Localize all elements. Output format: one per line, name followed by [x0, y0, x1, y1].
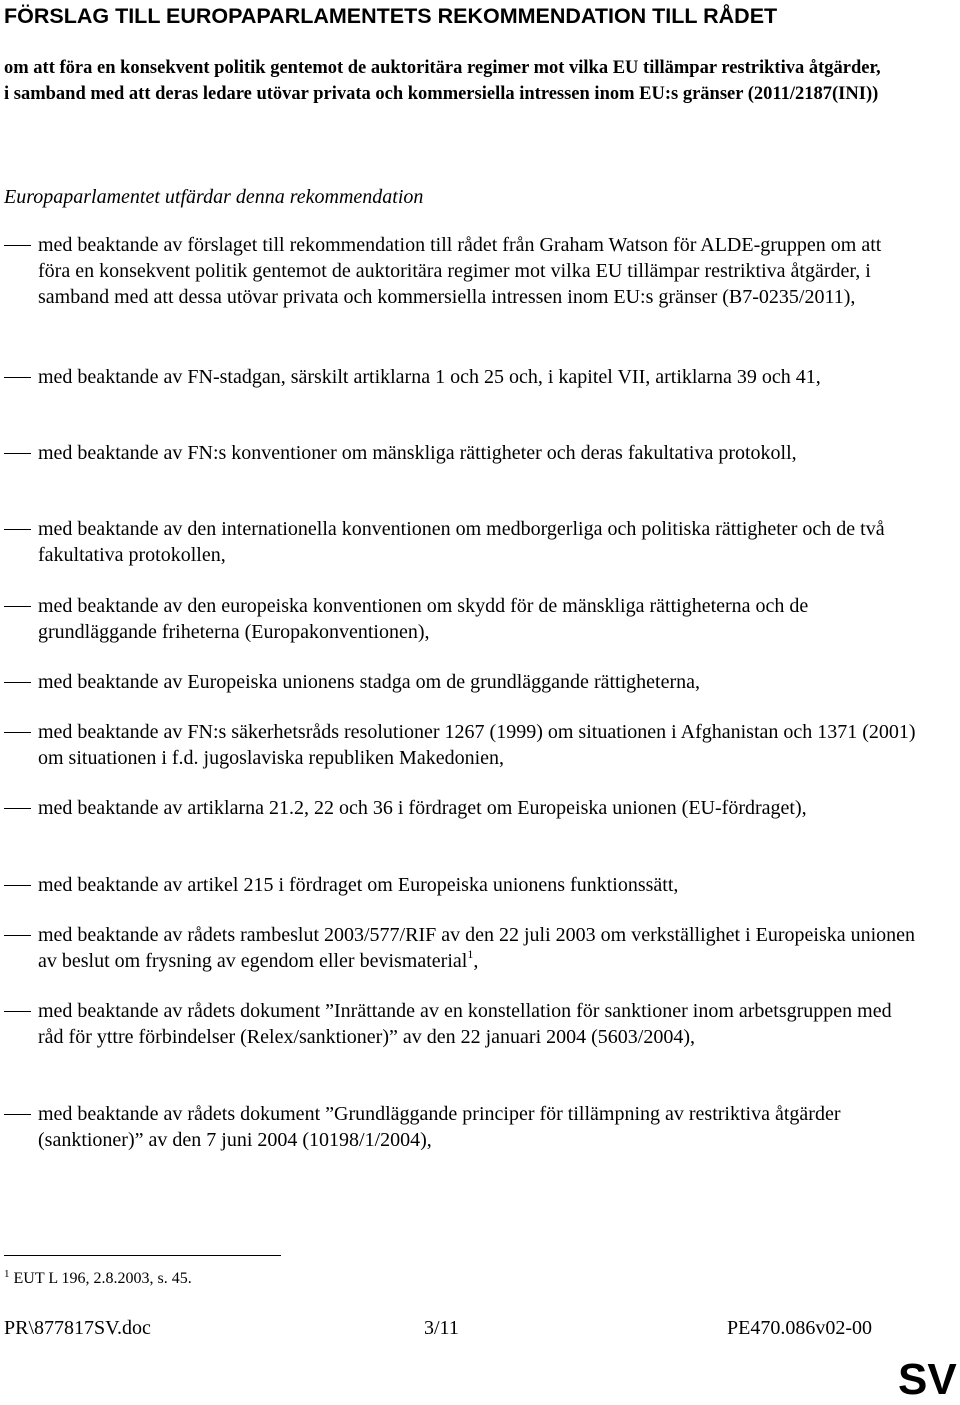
citation-text: med beaktande av den internationella konventionen om medborgerliga och politiska rättigheter och de två fakultativa protokollen,: [38, 518, 885, 566]
footer-page-number: 3/11: [424, 1317, 459, 1339]
language-badge: SV: [898, 1355, 957, 1404]
dash-bullet: [4, 453, 31, 454]
dash-bullet: [4, 935, 31, 936]
dash-bullet: [4, 732, 31, 733]
citation-text: med beaktande av FN:s säkerhetsråds resolutioner 1267 (1999) om situationen i Afghanistan och 1371 (2001) om situationen i f.d. jugoslaviska republiken Makedonien,: [38, 721, 916, 769]
footnote: [4, 1268, 192, 1290]
intro-phrase: Europaparlamentet utfärdar denna rekommendation: [4, 186, 424, 208]
footnote-number: 1: [4, 1268, 10, 1280]
citation-text: med beaktande av FN:s konventioner om mänskliga rättigheter och deras fakultativa protokoll,: [38, 442, 797, 464]
citation-text-end: ,: [473, 950, 479, 972]
dash-bullet: [4, 885, 31, 886]
citation-text: med beaktande av rådets dokument ”Grundläggande principer för tillämpning av restriktiva åtgärder (sanktioner)” av den 7 juni 2004 (10198/1/2004),: [38, 1103, 841, 1151]
dash-bullet: [4, 245, 31, 246]
citation-text: med beaktande av artikel 215 i fördraget om Europeiska unionens funktionssätt,: [38, 874, 679, 896]
footer-doc-ref: PR\877817SV.doc: [4, 1317, 151, 1339]
citation-text: med beaktande av förslaget till rekommendation till rådet från Graham Watson för ALDE-gruppen om att föra en konsekvent politik gentemot de auktoritära regimer mot vilka EU tillämpar restriktiva åtgärder, i samband med att dessa utövar privata och kommersiella intressen inom EU:s gränser (B7-0235/2011),: [38, 234, 882, 308]
footnote-separator: [4, 1255, 281, 1256]
citation-text-main: med beaktande av rådets rambeslut 2003/577/RIF av den 22 juli 2003 om verkställighet i Europeiska unionen av beslut om frysning av egendom eller bevismaterial: [38, 924, 916, 972]
citation-text: [38, 922, 918, 974]
citation-text: med beaktande av FN-stadgan, särskilt artiklarna 1 och 25 och, i kapitel VII, artiklarna 39 och 41,: [38, 366, 821, 388]
footnote-reference[interactable]: 1: [467, 947, 474, 961]
footer-pe-ref: PE470.086v02-00: [727, 1317, 872, 1339]
dash-bullet: [4, 682, 31, 683]
dash-bullet: [4, 1011, 31, 1012]
dash-bullet: [4, 529, 31, 530]
dash-bullet: [4, 1114, 31, 1115]
citation-text: med beaktande av den europeiska konventionen om skydd för de mänskliga rättigheterna och de grundläggande friheterna (Europakonventionen),: [38, 595, 809, 643]
citation-text: med beaktande av artiklarna 21.2, 22 och 36 i fördraget om Europeiska unionen (EU-fördraget),: [38, 797, 807, 819]
document-subtitle: om att föra en konsekvent politik gentemot de auktoritära regimer mot vilka EU tillämpar restriktiva åtgärder, i samband med att deras ledare utövar privata och kommersiella intressen inom EU:s gränser (2011/2187(INI)): [4, 58, 881, 104]
dash-bullet: [4, 377, 31, 378]
footnote-text: EUT L 196, 2.8.2003, s. 45.: [13, 1270, 192, 1287]
dash-bullet: [4, 606, 31, 607]
dash-bullet: [4, 808, 31, 809]
document-heading: FÖRSLAG TILL EUROPAPARLAMENTETS REKOMMENDATION TILL RÅDET: [4, 4, 778, 28]
citation-text: med beaktande av Europeiska unionens stadga om de grundläggande rättigheterna,: [38, 671, 700, 693]
citation-text: med beaktande av rådets dokument ”Inrättande av en konstellation för sanktioner inom arbetsgruppen med råd för yttre förbindelser (Relex/sanktioner)” av den 22 januari 2004 (5603/2004),: [38, 1000, 892, 1048]
